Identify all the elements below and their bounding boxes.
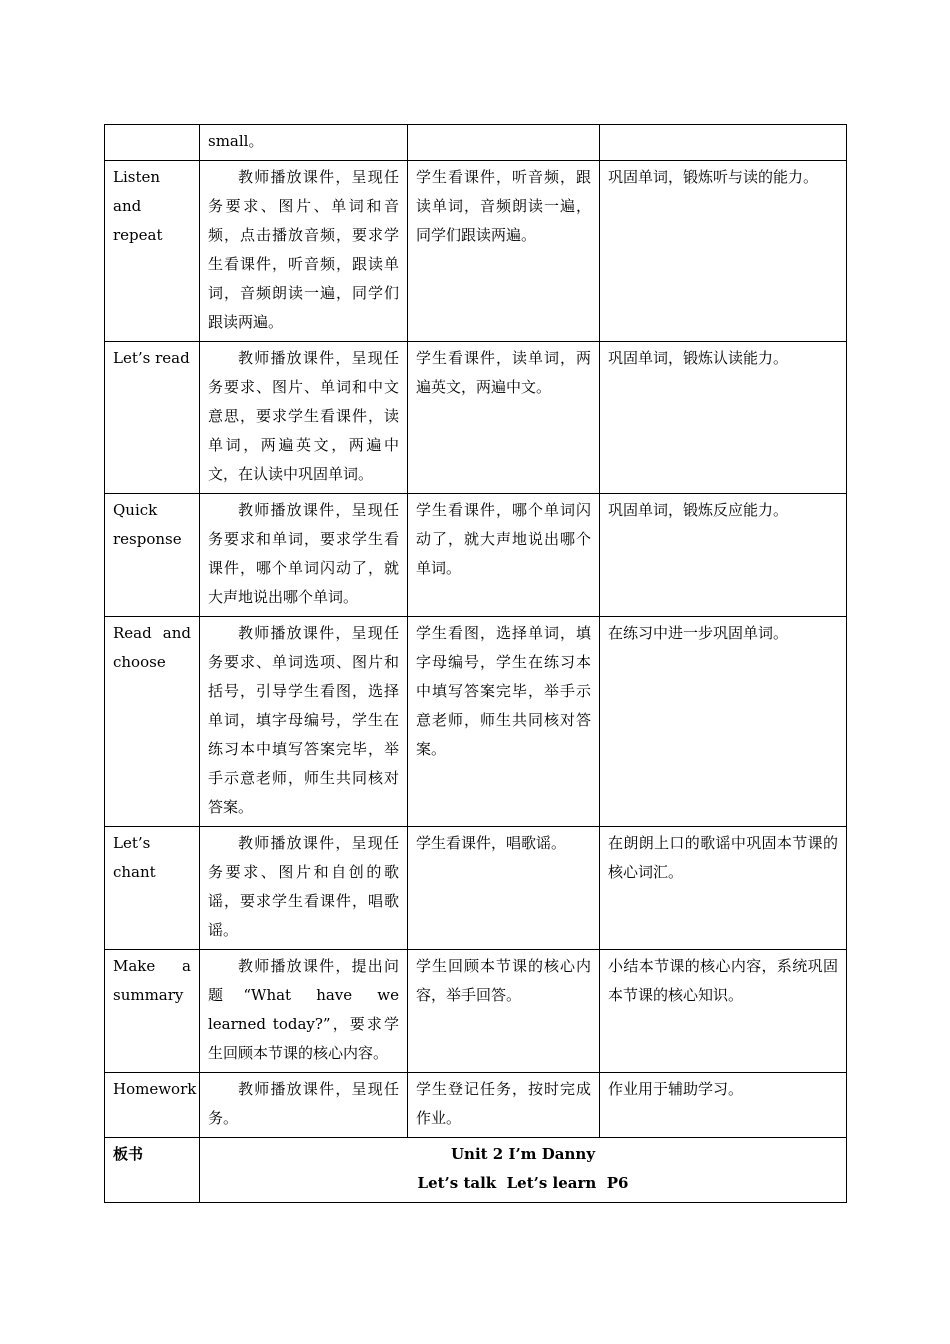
teacher-activity-cell: 教师播放课件，呈现任务。: [200, 1073, 408, 1138]
table-row: [105, 1073, 847, 1138]
blackboard-label: 板书: [105, 1138, 200, 1203]
student-activity-cell: 学生看课件，读单词，两遍英文，两遍中文。: [408, 342, 600, 494]
stage-cell: [105, 125, 200, 161]
table-row: [105, 125, 847, 161]
teacher-activity-cell: 教师播放课件，呈现任务要求和单词，要求学生看课件，哪个单词闪动了，就大声地说出哪个单词。: [200, 494, 408, 617]
table-row: [105, 161, 847, 342]
student-activity-cell: 学生看图，选择单词，填字母编号，学生在练习本中填写答案完毕，举手示意老师，师生共同核对答案。: [408, 617, 600, 827]
purpose-cell: 小结本节课的核心内容，系统巩固本节课的核心知识。: [600, 950, 847, 1073]
student-activity-cell: 学生登记任务，按时完成作业。: [408, 1073, 600, 1138]
student-activity-cell: 学生看课件，唱歌谣。: [408, 827, 600, 950]
blackboard-content: [200, 1138, 847, 1203]
table-row: [105, 827, 847, 950]
stage-cell: Listen and repeat: [105, 161, 200, 342]
table-row: [105, 950, 847, 1073]
teacher-activity-cell: 教师播放课件，呈现任务要求、单词选项、图片和括号，引导学生看图，选择单词，填字母编号，学生在练习本中填写答案完毕，举手示意老师，师生共同核对答案。: [200, 617, 408, 827]
student-activity-cell: 学生回顾本节课的核心内容，举手回答。: [408, 950, 600, 1073]
blackboard-row: [105, 1138, 847, 1203]
table-row: [105, 617, 847, 827]
lesson-plan-body: [105, 125, 847, 1203]
purpose-cell: 巩固单词，锻炼听与读的能力。: [600, 161, 847, 342]
stage-cell: Homework: [105, 1073, 200, 1138]
teacher-activity-cell: 教师播放课件，提出问题“What have we learned today?”，要求学生回顾本节课的核心内容。: [200, 950, 408, 1073]
stage-cell: Read and choose: [105, 617, 200, 827]
purpose-cell: 巩固单词，锻炼认读能力。: [600, 342, 847, 494]
table-row: [105, 342, 847, 494]
teacher-activity-cell: 教师播放课件，呈现任务要求、图片、单词和音频，点击播放音频，要求学生看课件，听音频，跟读单词，音频朗读一遍，同学们跟读两遍。: [200, 161, 408, 342]
student-activity-cell: 学生看课件，哪个单词闪动了，就大声地说出哪个单词。: [408, 494, 600, 617]
stage-cell: Let’s chant: [105, 827, 200, 950]
teacher-activity-cell: 教师播放课件，呈现任务要求、图片和自创的歌谣，要求学生看课件，唱歌谣。: [200, 827, 408, 950]
stage-cell: Quick response: [105, 494, 200, 617]
table-row: [105, 494, 847, 617]
purpose-cell: 在朗朗上口的歌谣中巩固本节课的核心词汇。: [600, 827, 847, 950]
stage-cell: Make a summary: [105, 950, 200, 1073]
stage-cell: Let’s read: [105, 342, 200, 494]
purpose-cell: 在练习中进一步巩固单词。: [600, 617, 847, 827]
purpose-cell: 作业用于辅助学习。: [600, 1073, 847, 1138]
lesson-plan-table: [104, 124, 847, 1203]
blackboard-title: Unit 2 I’m Danny: [450, 1145, 596, 1163]
teacher-activity-cell: 教师播放课件，呈现任务要求、图片、单词和中文意思，要求学生看课件，读单词，两遍英文，两遍中文，在认读中巩固单词。: [200, 342, 408, 494]
student-activity-cell: 学生看课件，听音频，跟读单词，音频朗读一遍，同学们跟读两遍。: [408, 161, 600, 342]
purpose-cell: [600, 125, 847, 161]
student-activity-cell: [408, 125, 600, 161]
teacher-activity-cell: small。: [200, 125, 408, 161]
blackboard-subtitle: Let’s talk Let’s learn P6: [417, 1174, 629, 1192]
purpose-cell: 巩固单词，锻炼反应能力。: [600, 494, 847, 617]
